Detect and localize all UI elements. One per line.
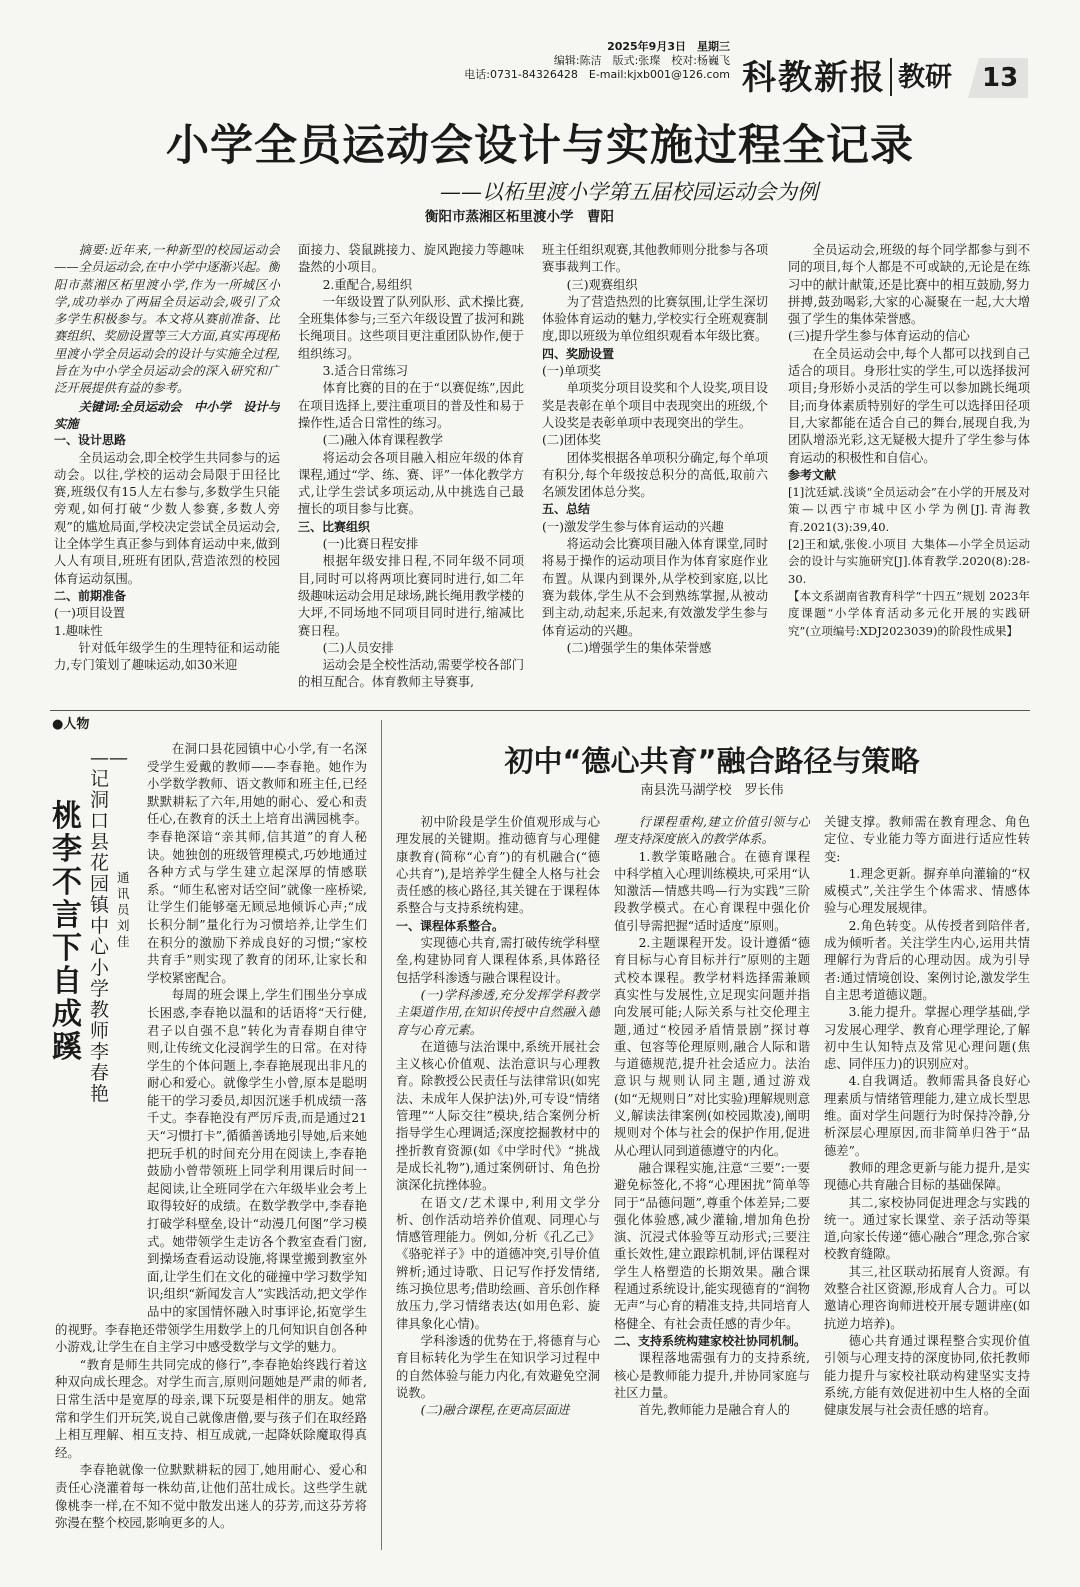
paragraph: 面接力、袋鼠跳接力、旋风跑接力等趣味盎然的小项目。 <box>298 243 524 275</box>
article2-byline: 通讯员 刘佳 <box>117 870 143 949</box>
paragraph: 在语文/艺术课中,利用文学分析、创作活动培养价值观、同理心与情感管理能力。例如,分析《孔乙己》《骆驼祥子》中的道德冲突,引导价值辨析;通过诗歌、日记写作抒发情绪,练习换位思考;借助绘画、音乐创作释放压力,学习情绪表达(如用色彩、旋律具象化心情)。 <box>396 1195 600 1331</box>
paragraph: 一年级设置了队列队形、武术操比赛,全班集体参与;三至六年级设置了拔河和跳长绳项目。这些项目更注重团队协作,便于组织练习。 <box>298 294 524 361</box>
paragraph: 学科渗透的优势在于,将德育与心育目标转化为学生在知识学习过程中的自然体验与能力内化,有效避免空洞说教。 <box>396 1333 600 1400</box>
section-heading: 五、总结 <box>542 502 591 517</box>
paragraph: 每周的班会课上,学生们围坐分享成长困惑,李春艳以温和的话语将“天行健,君子以自强不息”转化为青春期自律守则,让传统文化浸润学生的日常。在对待学生的个体问题上,李春艳展现出非凡的耐心和爱心。就像学生小曾,原本是聪明能干的学习委员,却因沉迷手机成绩一落千丈。李春艳没有严厉斥责,而是通过21天“习惯打卡”,循循善诱地引导她,后来她把玩手机的时间充分用在阅读上,李春艳鼓励小曾带领班上同学利用课后时间一起阅读,让全班同学在六年级毕业会考上取得较好的成绩。在数学教学中,李春艳打破学科壁垒,设计“动漫几何图”学习模式。她带领学生走访各个教室查看门窗,到操场查看运动设施,将课堂搬到教室外面,让学生们在文化的碰撞中学习数学知识;组织“新闻发言人”实践活动,把文学作品中的家国情怀融入时事评论,拓宽学生的视野。李春艳还带领学生用数学上的几何知识自创各种小游戏,让学生在自主学习中感受数学与文学的魅力。 <box>55 987 367 1355</box>
article1-abstract: 摘要:近年来,一种新型的校园运动会——全员运动会,在中小学中逐渐兴起。衡阳市蒸湘区柘里渡小学,作为一所城区小学,成功举办了两届全员运动会,吸引了众多学生积极参与。本文将从赛前准备、比赛组织、奖励设置等三大方面,真实再现柘里渡小学全员运动会的设计与实施全过程,旨在为中小学全员运动会的深入研究和广泛开展提供有益的参考。 <box>54 243 280 396</box>
paragraph: (二)增强学生的集体荣誉感 <box>566 640 712 655</box>
paragraph: 4.自我调适。教师需具备良好心理素质与情绪管理能力,建立成长型思维。面对学生问题行为时保持冷静,分析深层心理原因,而非简单归咎于“品德差”。 <box>824 1074 1030 1158</box>
paragraph: 课程落地需强有力的支持系统,核心是教师能力提升,并协同家庭与社区力量。 <box>614 1351 810 1400</box>
article3-column-3 <box>824 814 1030 1544</box>
paragraph: 根据年级安排日程,不同年级不同项目,同时可以将两项比赛同时进行,如二年级趣味运动会用足球场,跳长绳用教学楼的大坪,不同场地不同项目同时进行,缩减比赛日程。 <box>298 554 524 638</box>
paragraph: (二)融入体育课程教学 <box>322 433 443 448</box>
reference-entry: [2]王和斌,张俊.小项目 大集体—小学全员运动会的设计与实施研究[J].体育教学.2020(8):28-30. <box>788 537 1030 586</box>
paragraph: 李春艳就像一位默默耕耘的园丁,她用耐心、爱心和责任心浇灌着每一株幼苗,让他们茁壮成长。这些学生就像桃李一样,在不知不觉中散发出迷人的芬芳,而这芬芳将弥漫在整个校园,影响更多的人。 <box>55 1462 367 1531</box>
paragraph: 在洞口县花园镇中心小学,有一名深受学生爱戴的教师——李春艳。她作为小学数学教师、语文教师和班主任,已经默默耕耘了六年,用她的耐心、爱心和责任心,在教育的沃土上培育出满园桃李。李春艳深谙“亲其师,信其道”的育人秘诀。她独创的班级管理模式,巧妙地通过各种方式与学生建立起深厚的情感联系。“师生私密对话空间”就像一座桥梁,让学生们能够毫无顾忌地倾诉心声;“成长积分制”量化行为习惯培养,让学生们在积分的激励下养成良好的习惯;“家校共育手”则实现了教育的闭环,让家长和学校紧密配合。 <box>147 741 367 985</box>
article1-column-3 <box>542 242 768 704</box>
paragraph: (一)项目设置 <box>54 606 126 621</box>
paragraph: 3.能力提升。掌握心理学基础,学习发展心理学、教育心理学理论,了解初中生认知特点及常见心理问题(焦虑、同伴压力)的识别应对。 <box>824 1005 1030 1072</box>
reference-entry: 【本文系湖南省教育科学“十四五”规划 2023年度课题“小学体育活动多元化开展的实践研究”(立项编号:XDJ2023039)的阶段性成果】 <box>788 588 1030 638</box>
reference-entry: [1]沈廷斌.浅谈“全员运动会”在小学的开展及对策—以西宁市城中区小学为例[J].青海教育.2021(3):39,40. <box>788 485 1030 534</box>
paragraph: 1.趣味性 <box>54 623 103 638</box>
paragraph: 全员运动会,班级的每个同学都参与到不同的项目,每个人都是不可或缺的,无论是在练习中的献计献策,还是比赛中的相互鼓励,努力拼搏,鼓劲喝彩,大家的心凝聚在一起,大大增强了学生的集体荣誉感。 <box>788 243 1030 327</box>
section-heading: 四、奖励设置 <box>542 346 615 361</box>
article1-keywords: 关键词:全员运动会 中小学 设计与实施 <box>54 398 280 431</box>
paragraph: 3.适合日常练习 <box>322 364 409 379</box>
issue-date: 2025年9月3日 星期三 <box>607 40 730 53</box>
paragraph: 德心共育通过课程整合实现价值引领与心理支持的深度协同,依托教师能力提升与家校社联动构建坚实支持系统,方能有效促进初中生人格的全面健康发展与社会责任感的培育。 <box>824 1333 1030 1418</box>
page-number: 13 <box>982 63 1019 93</box>
paragraph: 运动会是全校性活动,需要学校各部门的相互配合。体育教师主导赛事, <box>298 658 524 690</box>
paragraph: 1.教学策略融合。在德育课程中科学植入心理训练模块,可采用“认知激活—情感共鸣—行为实践”三阶段教学模式。在心育课程中强化价值引导需把握“适时适度”原则。 <box>614 849 810 933</box>
paragraph: 初中阶段是学生价值观形成与心理发展的关键期。推动德育与心理健康教育(简称“心育”)的有机融合(“德心共育”),是培养学生健全人格与社会责任感的核心路径,其关键在于课程体系整合与支持系统构建。 <box>396 815 600 916</box>
article1-column-1 <box>54 242 280 704</box>
article1-column-2 <box>298 242 524 704</box>
paragraph: (一)激发学生参与体育运动的兴趣 <box>542 519 724 534</box>
masthead-info <box>420 40 730 82</box>
paragraph: (一)单项奖 <box>542 364 601 379</box>
section-heading: 一、课程体系整合。 <box>396 918 505 933</box>
article1-column-1-body <box>54 432 280 674</box>
column-tag: ●人物 <box>52 717 90 732</box>
paragraph: 教师的理念更新与能力提升,是实现德心共育融合目标的基础保障。 <box>824 1160 1030 1193</box>
paragraph: 关键支撑。教师需在教育理念、角色定位、专业能力等方面进行适应性转变: <box>824 815 1030 864</box>
article2-title: 桃李不言 下自成蹊 <box>52 799 82 1065</box>
editor-credits: 编辑:陈洁 版式:张璨 校对:杨巍飞 <box>553 54 730 67</box>
paragraph: 在道德与法治课中,系统开展社会主义核心价值观、法治意识与心理教育。除教授公民责任与法律常识(如宪法、未成年人保护法)外,可专设“情绪管理”“人际交往”模块,结合案例分析指导学生心理调适;深度挖掘教材中的挫折教育资源(如《中学时代》“挑战是成长礼物”),通过案例研讨、角色扮演深化抗挫体验。 <box>396 1039 600 1193</box>
section-heading: 一、设计思路 <box>54 433 127 448</box>
paragraph: 1.理念更新。摒弃单向灌输的“权威模式”,关注学生个体需求、情感体验与心理发展规律。 <box>824 866 1030 916</box>
paragraph: 行课程重构,建立价值引领与心理支持深度嵌入的教学体系。 <box>614 815 810 847</box>
article-divider-vertical <box>381 720 382 1550</box>
section-divider <box>50 710 1030 711</box>
paragraph: 其三,社区联动拓展育人资源。有效整合社区资源,形成育人合力。可以邀请心理咨询师进校开展专题讲座(如抗逆力培养)。 <box>824 1264 1030 1331</box>
paragraph: 针对低年级学生的生理特征和运动能力,专门策划了趣味运动,如30米迎 <box>54 640 280 673</box>
paragraph: 体育比赛的目的在于“以赛促练”,因此在项目选择上,要注重项目的普及性和易于操作性,适合日常性的练习。 <box>298 381 524 430</box>
paragraph: 融合课程实施,注意“三要”:一要避免标签化,不将“心理困扰”简单等同于“品德问题”,尊重个体差异;二要强化体验感,减少灌输,增加角色扮演、沉浸式体验等互动形式;三要注重长效性,建立跟踪机制,评估课程对学生人格塑造的长期效果。融合课程通过系统设计,能实现德育的“润物无声”与心育的精准支持,共同培育人格健全、有社会责任感的青少年。 <box>614 1160 810 1331</box>
paragraph: 为了营造热烈的比赛氛围,让学生深切体验体育运动的魅力,学校实行全班观赛制度,即以班级为单位组织观看本年级比赛。 <box>542 294 768 344</box>
article1-column-4 <box>788 242 1030 704</box>
paragraph: (一)学科渗透,充分发挥学科教学主渠道作用,在知识传授中自然融入德育与心育元素。 <box>396 987 600 1037</box>
article1-subtitle: ——以柘里渡小学第五届校园运动会为例 <box>440 180 818 204</box>
article2-title-gutter <box>55 740 147 1305</box>
contact-info: 电话:0731-84326428 E-mail:kjxb001@126.com <box>464 68 730 81</box>
section-heading: 二、前期准备 <box>54 588 127 603</box>
paragraph: “教育是师生共同完成的修行”,李春艳始终践行着这种双向成长理念。对学生而言,原则问题她是严肃的师者,日常生活中是宽厚的母亲,课下玩耍是相伴的朋友。她常常和学生们开玩笑,说自己就像唐僧,要与孩子们在取经路上相互理解、相互支持、相互成就,一起降妖除魔取得真经。 <box>55 1356 367 1460</box>
paragraph: 将运动会各项目融入相应年级的体育课程,通过“学、练、赛、评”一体化教学方式,让学生尝试多项运动,从中挑选自己最擅长的项目参与比赛。 <box>298 450 524 517</box>
paragraph: 首先,教师能力是融合育人的 <box>638 1403 791 1418</box>
paragraph: 将运动会比赛项目融入体育课堂,同时将易于操作的运动项目作为体育家庭作业布置。从课内到课外,从学校到家庭,以比赛为载体,学生从不会到熟练掌握,从被动到主动,动起来,乐起来,有效激发学生参与体育运动的兴趣。 <box>542 537 768 638</box>
section-heading: 参考文献 <box>788 467 837 482</box>
article3-column-2 <box>614 814 810 1544</box>
paragraph: 全员运动会,即全校学生共同参与的运动会。以往,学校的运动会局限于田径比赛,班级仅有15人左右参与,多数学生只能旁观,如何打破“少数人参赛,多数人旁观”的尴尬局面,学校决定尝试全员运动会,让全体学生真正参与到体育运动中来,做到人人有项目,班班有团队,营造浓烈的校园体育运动氛围。 <box>54 450 280 586</box>
paragraph: 班主任组织观赛,其他教师则分批参与各项赛事裁判工作。 <box>542 243 768 275</box>
masthead-divider <box>890 58 892 96</box>
paragraph: (二)团体奖 <box>542 433 601 448</box>
section-heading: 二、支持系统构建家校社协同机制。 <box>614 1333 807 1348</box>
paragraph: 2.角色转变。从传授者到陪伴者,成为倾听者。关注学生内心,运用共情理解行为背后的心理动因。成为引导者:通过情境创设、案例讨论,激发学生自主思考道德议题。 <box>824 918 1030 1002</box>
paragraph: 实现德心共育,需打破传统学科壁垒,构建协同育人课程体系,具体路径包括学科渗透与融合课程设计。 <box>396 936 600 985</box>
paragraph: 在全员运动会中,每个人都可以找到自己适合的项目。身形壮实的学生,可以选择拔河项目;身形娇小灵活的学生可以参加跳长绳项目;而身体素质特别好的学生可以选择田径项目,大家都能在适合自己的舞台,展现自我,为团队增添光彩,这无疑极大提升了学生参与体育运动的积极性和自信心。 <box>788 346 1030 465</box>
article2-body <box>55 740 367 1540</box>
article2-subtitle: ——记洞口县花园镇中心小学教师李春艳 <box>90 747 128 1105</box>
article1-author: 衡阳市蒸湘区柘里渡小学 曹阳 <box>425 209 614 225</box>
section-name: 教研 <box>898 62 952 93</box>
article3-author: 南县洗马湖学校 罗长伟 <box>640 783 784 798</box>
paragraph: (二)人员安排 <box>322 640 394 655</box>
paragraph: (一)比赛日程安排 <box>322 537 419 552</box>
article3-title: 初中“德心共育”融合路径与策略 <box>504 744 920 778</box>
paragraph: 2.主题课程开发。设计遵循“德育目标与心育目标并行”原则的主题式校本课程。教学材料选择需兼顾真实性与发展性,立足现实问题并指向发展可能;人际关系与社交伦理主题,通过“校园矛盾情景剧”探讨尊重、包容等伦理原则,融合人际和谐与道德规范,提升社会适应力。法治意识与规则认同主题,通过游戏(如“无规则日”对比实验)理解规则意义,解读法律案例(如校园欺凌),阐明规则对个体与社会的保护作用,促进从心理认同到道德遵守的内化。 <box>614 936 810 1158</box>
paragraph: (二)融合课程,在更高层面进 <box>420 1403 570 1418</box>
paragraph: 单项奖分项目设奖和个人设奖,项目设奖是表彰在单个项目中表现突出的班级,个人设奖是表彰单项中表现突出的学生。 <box>542 381 768 430</box>
article1-title: 小学全员运动会设计与实施过程全记录 <box>166 121 914 171</box>
paragraph: 团体奖根据各单项积分确定,每个单项有积分,每个年级按总积分的高低,取前六名颁发团体总分奖。 <box>542 450 768 500</box>
paragraph: (三)观赛组织 <box>566 277 638 292</box>
paragraph: 其二,家校协同促进理念与实践的统一。通过家长课堂、亲子活动等渠道,向家长传递“德心融合”理念,弥合家校教育缝隙。 <box>824 1195 1030 1262</box>
article3-column-1 <box>396 814 600 1544</box>
paper-name: 科教新报 <box>742 58 886 98</box>
section-heading: 三、比赛组织 <box>298 519 371 534</box>
paragraph: (三)提升学生参与体育运动的信心 <box>788 329 970 344</box>
paragraph: 2.重配合,易组织 <box>322 277 413 292</box>
